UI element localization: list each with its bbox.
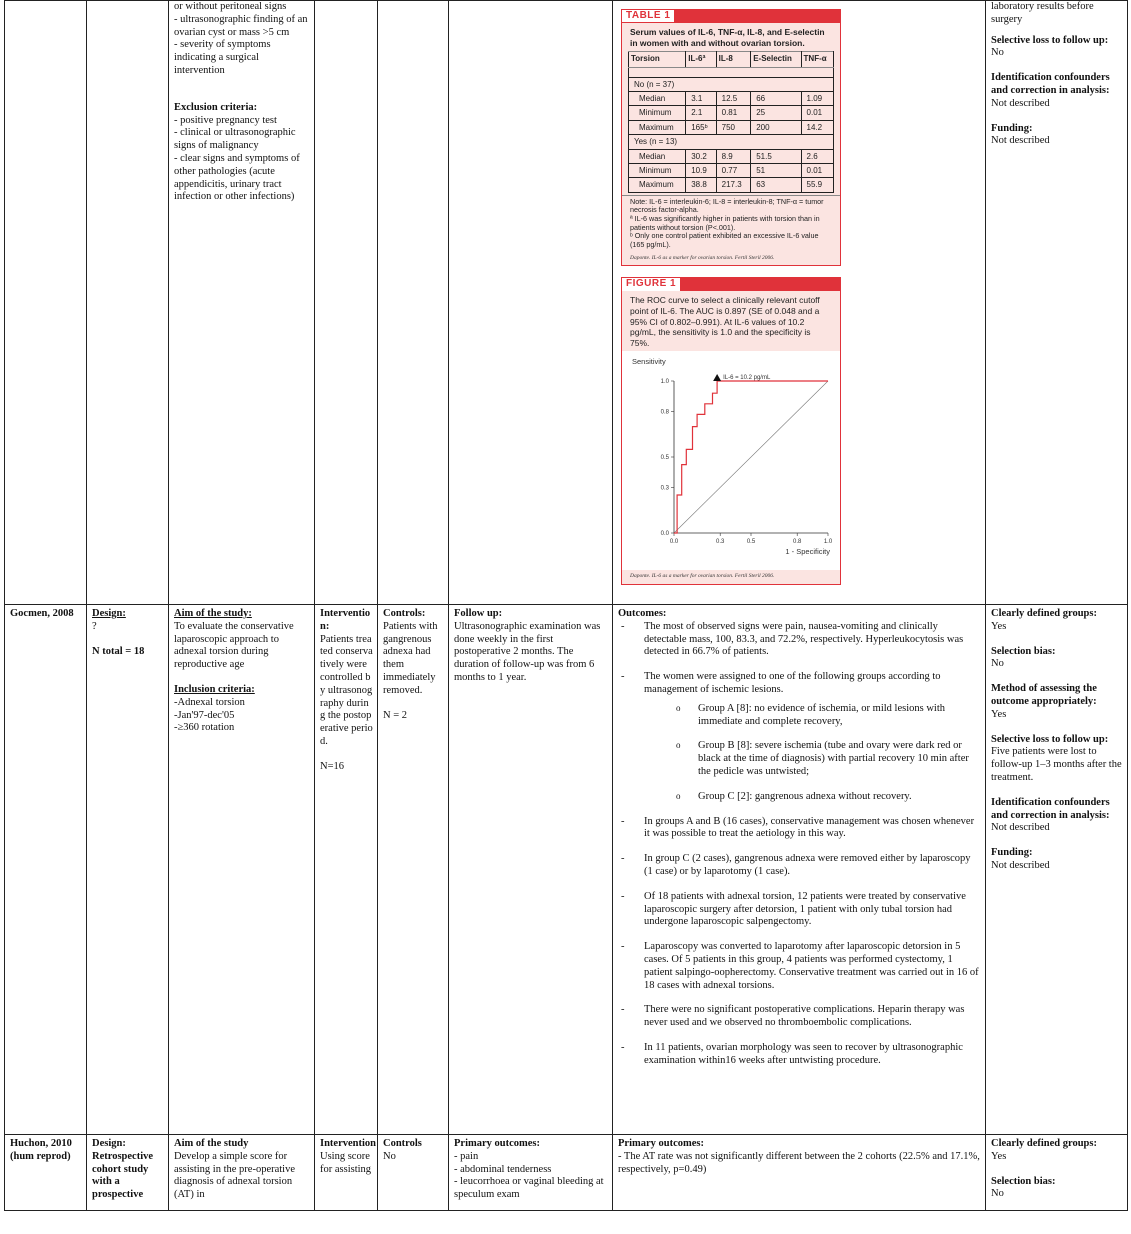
table-row xyxy=(629,92,834,106)
primary-item: - leucorrhoea or vaginal bleeding at speculum exam xyxy=(454,1176,604,1201)
table-cell: 8.9 xyxy=(716,149,751,163)
inclusion-title: Inclusion criteria: xyxy=(174,683,255,695)
quality-title: Identification confounders and correction in analysis: xyxy=(991,796,1110,821)
table-row xyxy=(5,1135,1128,1211)
outcome-item: - There were no significant postoperative complications. Heparin therapy was never used and we observed no thromboembolic complications. xyxy=(618,1004,981,1030)
table-row xyxy=(5,1,1128,605)
study-cell: Huchon, 2010 (hum reprod) xyxy=(5,1135,87,1211)
roc-chart xyxy=(622,351,838,566)
quality-title: Funding: xyxy=(991,847,1033,859)
table-cell: 0.81 xyxy=(716,106,751,120)
followup-cell xyxy=(449,605,613,1135)
table-cell: 217.3 xyxy=(716,178,751,192)
table-row xyxy=(629,149,834,163)
table-tag: TABLE 1 xyxy=(622,10,675,22)
followup-cell xyxy=(449,1,613,605)
group-item: o Group A [8]: no evidence of ischemia, or mild lesions with immediate and complete recovery, xyxy=(618,703,981,729)
quality-title: Selective loss to follow up: xyxy=(991,733,1109,745)
primary-item: - abdominal tenderness xyxy=(454,1163,552,1175)
controls-text: No xyxy=(383,1150,396,1162)
quality-value: Yes xyxy=(991,708,1007,720)
table-cell: 38.8 xyxy=(686,178,716,192)
table-cell: 200 xyxy=(751,120,801,134)
table-cell: 750 xyxy=(716,120,751,134)
y-axis-label: Sensitivity xyxy=(632,357,666,367)
followup-text: Ultrasonographic examination was done weekly in the first postoperative 2 months. The duration of follow-up was from 6 months to 1 year. xyxy=(454,620,601,683)
outcome-item: - The most of observed signs were pain, nausea-vomiting and clinically detectable mass, 100, 83.3, and 72.2%, respectively. Hyperleukocytosis was detected in 66.7% of patients. xyxy=(618,621,981,659)
followup-cell xyxy=(449,1135,613,1211)
x-tick-label: 0.5 xyxy=(746,539,756,546)
outcomes-title: Primary outcomes: xyxy=(618,1138,705,1149)
quality-cell xyxy=(986,1135,1128,1211)
aim-text: To evaluate the conservative laparoscopic approach to adnexal torsion during reproductive age xyxy=(174,620,294,671)
y-tick-label: 1.0 xyxy=(660,379,669,386)
table-row xyxy=(629,178,834,192)
quality-title: Method of assessing the outcome appropriately: xyxy=(991,683,1097,707)
quality-title: Selective loss to follow up: xyxy=(991,34,1109,46)
study-cell xyxy=(5,1,87,605)
table-cell: 0.01 xyxy=(801,163,833,177)
outcome-item: - In group C (2 cases), gangrenous adnexa were removed either by laparoscopy (1 case) or by laparotomy (1 case). xyxy=(618,853,981,879)
quality-value: No xyxy=(991,47,1004,59)
outcomes-title: Outcomes: xyxy=(618,608,667,619)
table-cell: Minimum xyxy=(629,106,686,120)
outcome-item: - In groups A and B (16 cases), conservative management was chosen whenever it was possible to treat the aetiology in this way. xyxy=(618,816,981,842)
quality-value: No xyxy=(991,658,1004,670)
x-tick-label: 0.8 xyxy=(793,539,802,546)
table-cell: Minimum xyxy=(629,163,686,177)
table-cell: 3.1 xyxy=(686,92,716,106)
followup-title: Follow up: xyxy=(454,608,503,619)
table-cell: 55.9 xyxy=(801,178,833,192)
aim-cell xyxy=(169,1,315,605)
table-note: ᵇ Only one control patient exhibited an excessive IL-6 value (165 pg/mL). xyxy=(630,231,819,249)
paper-figure-box xyxy=(621,277,841,585)
table-cell: 10.9 xyxy=(686,163,716,177)
table-note: ª IL-6 was significantly higher in patients with torsion than in patients without torsion (P<.001). xyxy=(630,214,820,232)
table-cell: Median xyxy=(629,149,686,163)
table-row xyxy=(629,163,834,177)
table-header: E-Selectin xyxy=(751,52,801,67)
quality-title: Funding: xyxy=(991,122,1033,134)
controls-title: Controls: xyxy=(383,608,426,619)
design-value: ? xyxy=(92,620,97,632)
table-cell: 14.2 xyxy=(801,120,833,134)
intervention-cell xyxy=(315,605,378,1135)
quality-value: Not described xyxy=(991,822,1050,834)
figure-tag: FIGURE 1 xyxy=(622,278,681,290)
outcome-item xyxy=(618,671,981,697)
table-cell: 30.2 xyxy=(686,149,716,163)
table-cell: 0.77 xyxy=(716,163,751,177)
table-header: Torsion xyxy=(629,52,686,67)
group-item: o Group C [2]: gangrenous adnexa without recovery. xyxy=(618,791,981,804)
intervention-title: Intervention: xyxy=(320,608,371,632)
inclusion-item: -Jan'97-dec'05 xyxy=(174,709,235,721)
table-cell: 51.5 xyxy=(751,149,801,163)
aim-title: Aim of the study: xyxy=(174,608,252,619)
outcome-item: - Laparoscopy was converted to laparotomy after laparoscopic detorsion in 5 cases. Of 5 patients in this group, 4 patients was performed cystectomy, 1 patient salpingo-oopherectomy. Conservative treatment was carried out in 16 of 18 cases with adnexal torsions. xyxy=(618,941,981,992)
intervention-text: Patients treated conservatively were controlled by ultrasonography during the postoperative period. xyxy=(320,633,373,747)
paper-data-table xyxy=(628,51,834,193)
controls-title: Controls xyxy=(383,1138,422,1149)
cutoff-label: IL-6 = 10.2 pg/mL xyxy=(723,375,771,382)
quality-cell xyxy=(986,1,1128,605)
exclusion-item: - clinical or ultrasonographic signs of malignancy xyxy=(174,127,296,152)
table-cell: 1.09 xyxy=(801,92,833,106)
quality-value: Not described xyxy=(991,859,1050,871)
design-cell xyxy=(87,605,169,1135)
controls-n: N = 2 xyxy=(383,709,408,721)
table-cell: 2.6 xyxy=(801,149,833,163)
quality-text: laboratory results before surgery xyxy=(991,1,1094,25)
quality-title: Clearly defined groups: xyxy=(991,1138,1097,1149)
figure-caption: The ROC curve to select a clinically relevant cutoff point of IL-6. The AUC is 0.897 (SE of 0.048 and a 95% CI of 0.802–0.991). At IL-6 values of 10.2 pg/mL, the sensitivity is 1.0 and the specificity is 75%. xyxy=(630,295,820,348)
intervention-cell xyxy=(315,1,378,605)
quality-cell xyxy=(986,605,1128,1135)
figure-citation: Daponte. IL-6 as a marker for ovarian torsion. Fertil Steril 2006. xyxy=(630,573,775,580)
table-cell: 25 xyxy=(751,106,801,120)
quality-value: Not described xyxy=(991,97,1050,109)
primary-item: - pain xyxy=(454,1150,479,1162)
design-title: Design: xyxy=(92,1138,126,1149)
outcome-item: - Of 18 patients with adnexal torsion, 12 patients were treated by conservative laparoscopic surgery after detorsion, 1 patient with only tubal torsion had undergone laparoscopic salpengectomy. xyxy=(618,891,981,929)
cutoff-marker xyxy=(713,374,721,381)
controls-text: Patients with gangrenous adnexa had them immediately removed. xyxy=(383,620,438,696)
controls-cell xyxy=(378,1,449,605)
outcome-text: - The AT rate was not significantly different between the 2 cohorts (22.5% and 17.1%, respectively, p=0.49) xyxy=(618,1150,980,1175)
table-group-label: No (n = 37) xyxy=(629,77,834,91)
design-title: Design: xyxy=(92,608,126,619)
intervention-text: Using score for assisting xyxy=(320,1150,372,1175)
intervention-n: N=16 xyxy=(320,760,345,772)
outcome-text: The women were assigned to one of the following groups according to management of ischemic lesions. xyxy=(644,671,941,695)
quality-value: Yes xyxy=(991,1150,1007,1162)
outcomes-cell xyxy=(613,1,986,605)
quality-title: Selection bias: xyxy=(991,1175,1056,1187)
y-tick-label: 0.3 xyxy=(660,485,669,492)
table-cell: 63 xyxy=(751,178,801,192)
primary-title: Primary outcomes: xyxy=(454,1138,541,1149)
table-note: Note: IL-6 = interleukin-6; IL-8 = interleukin-8; TNF-α = tumor necrosis factor-alpha. xyxy=(630,196,824,215)
paper-table-figure xyxy=(621,9,978,585)
quality-value: Not described xyxy=(991,135,1050,147)
table-row xyxy=(629,106,834,120)
inclusion-item: -Adnexal torsion xyxy=(174,696,245,708)
design-value: Retrospective cohort study with a prospective xyxy=(92,1150,154,1201)
n-total: N total = 18 xyxy=(92,645,145,657)
inclusion-item: -≥360 rotation xyxy=(174,722,235,734)
table-row xyxy=(629,120,834,134)
controls-cell xyxy=(378,1135,449,1211)
evidence-table xyxy=(4,0,1128,1211)
design-cell xyxy=(87,1,169,605)
table-citation: Daponte. IL-6 as a marker for ovarian torsion. Fertil Steril 2006. xyxy=(630,254,775,261)
table-cell: 12.5 xyxy=(716,92,751,106)
paper-table-box xyxy=(621,9,841,266)
criteria-text: - severity of symptoms indicating a surgical intervention xyxy=(174,39,271,76)
table-cell: Median xyxy=(629,92,686,106)
quality-title: Identification confounders and correction in analysis: xyxy=(991,72,1110,96)
quality-value: Yes xyxy=(991,620,1007,632)
design-cell xyxy=(87,1135,169,1211)
x-tick-label: 1.0 xyxy=(823,539,833,546)
aim-cell xyxy=(169,605,315,1135)
table-cell: Maximum xyxy=(629,178,686,192)
controls-cell xyxy=(378,605,449,1135)
table-header: IL-6ª xyxy=(686,52,716,67)
outcomes-cell xyxy=(613,605,986,1135)
study-cell: Gocmen, 2008 xyxy=(5,605,87,1135)
exclusion-item: - clear signs and symptoms of other pathologies (acute appendicitis, urinary tract infection or other infections) xyxy=(174,152,300,203)
table-header: TNF-α xyxy=(801,52,833,67)
criteria-text: - ultrasonographic finding of an ovarian cyst or mass >5 cm xyxy=(174,13,308,38)
table-cell: 2.1 xyxy=(686,106,716,120)
x-tick-label: 0.0 xyxy=(669,539,679,546)
y-tick-label: 0.0 xyxy=(660,531,669,538)
x-axis-label: 1 - Specificity xyxy=(785,547,830,557)
outcomes-cell xyxy=(613,1135,986,1211)
quality-title: Selection bias: xyxy=(991,645,1056,657)
exclusion-item: - positive pregnancy test xyxy=(174,114,277,126)
group-item: o Group B [8]: severe ischemia (tube and ovary were dark red or black at the time of diagnosis) with partial recovery 10 min after the pedicle was untwisted; xyxy=(618,740,981,778)
aim-text: Develop a simple score for assisting in the pre-operative diagnosis of adnexal torsion (AT) in xyxy=(174,1150,296,1201)
y-tick-label: 0.5 xyxy=(660,455,669,462)
quality-value: Five patients were lost to follow-up 1–3 months after the treatment. xyxy=(991,746,1122,783)
table-row xyxy=(5,605,1128,1135)
table-header: IL-8 xyxy=(716,52,751,67)
reference-diagonal xyxy=(674,381,828,533)
aim-cell xyxy=(169,1135,315,1211)
table-caption: Serum values of IL-6, TNF-α, IL-8, and E-selectin in women with and without ovarian torsion. xyxy=(630,27,825,48)
table-cell: 0.01 xyxy=(801,106,833,120)
outcome-item: - In 11 patients, ovarian morphology was seen to recover by ultrasonographic examination within16 weeks after untwisting procedure. xyxy=(618,1042,981,1068)
y-tick-label: 0.8 xyxy=(660,409,669,416)
exclusion-title: Exclusion criteria: xyxy=(174,101,258,113)
intervention-title: Intervention xyxy=(320,1138,376,1149)
x-tick-label: 0.3 xyxy=(716,539,725,546)
table-group-label: Yes (n = 13) xyxy=(629,135,834,149)
aim-title: Aim of the study xyxy=(174,1138,249,1149)
table-cell: 165ᵇ xyxy=(686,120,716,134)
quality-value: No xyxy=(991,1188,1004,1200)
quality-title: Clearly defined groups: xyxy=(991,608,1097,619)
table-cell: 51 xyxy=(751,163,801,177)
criteria-text: or without peritoneal signs xyxy=(174,1,287,12)
table-cell: Maximum xyxy=(629,120,686,134)
intervention-cell xyxy=(315,1135,378,1211)
table-cell: 66 xyxy=(751,92,801,106)
